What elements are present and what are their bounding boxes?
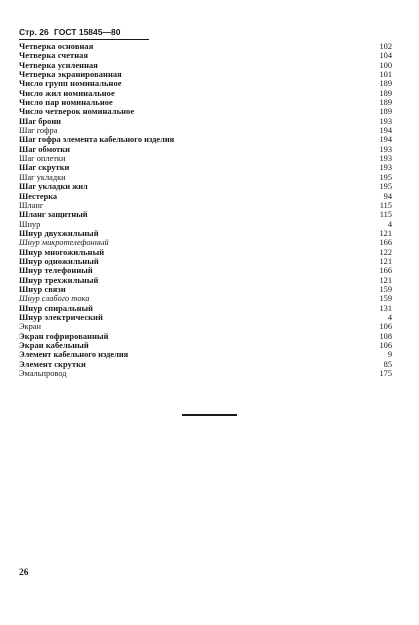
index-term: Шнур спиральный [19, 303, 94, 313]
index-entry [19, 210, 392, 219]
index-page-number: 193 [379, 116, 392, 126]
index-entry [19, 117, 392, 126]
index-entry [19, 266, 392, 275]
index-page-number: 115 [379, 210, 392, 220]
standard-code: ГОСТ 15845—80 [54, 27, 121, 37]
page-header [19, 27, 149, 39]
index-entry [19, 360, 392, 369]
index-entry [19, 126, 392, 135]
index-page-number: 115 [379, 200, 392, 210]
header-rule [19, 39, 149, 40]
index-page-number: 122 [379, 247, 392, 257]
index-term: Шаг брони [19, 116, 61, 126]
index-page-number: 166 [379, 238, 392, 248]
index-entry [19, 192, 392, 201]
index-page-number: 108 [379, 331, 392, 341]
index-page-number: 175 [379, 369, 392, 379]
index-page-number: 101 [379, 70, 392, 80]
index-term: Экран кабельный [19, 341, 89, 350]
index-term: Шланг защитный [19, 210, 88, 220]
index-entry [19, 61, 392, 70]
index-term: Шаг скрутки [19, 163, 70, 173]
index-entry [19, 201, 392, 210]
index-page-number: 195 [379, 182, 392, 192]
index-entry [19, 369, 392, 378]
index-entry [19, 294, 392, 303]
index-entry [19, 220, 392, 229]
footer-page-number: 26 [19, 568, 29, 578]
index-page-number: 106 [379, 322, 392, 332]
index-entry [19, 89, 392, 98]
index-term: Число групп номинальное [19, 79, 122, 89]
index-entry [19, 229, 392, 238]
index-page-number: 4 [387, 219, 392, 229]
index-term: Шнур телефонный [19, 266, 93, 276]
index-entry [19, 341, 392, 350]
index-term: Четверка счетная [19, 51, 89, 61]
index-entry [19, 107, 392, 116]
index-entry [19, 42, 392, 51]
index-entry [19, 98, 392, 107]
index-page-number: 131 [379, 303, 392, 313]
index-page-number: 189 [379, 107, 392, 117]
index-entry [19, 350, 392, 359]
index-term: Шаг укладки [19, 172, 66, 182]
index-entry [19, 145, 392, 154]
index-term: Шаг гофра элемента кабельного изделия [19, 135, 175, 145]
index-entry [19, 154, 392, 163]
index-page-number: 194 [379, 126, 392, 136]
index-page-number: 121 [379, 275, 392, 285]
index-page-number: 100 [379, 60, 392, 70]
index-page-number: 193 [379, 144, 392, 154]
index-term: Шнур трехжильный [19, 275, 99, 285]
index-term: Шестерка [19, 191, 58, 201]
page-label: Стр. 26 [19, 27, 49, 37]
index-term: Шнур микротелефонный [19, 238, 109, 248]
end-rule [182, 414, 237, 416]
index-page-number: 195 [379, 172, 392, 182]
index-term: Шнур [19, 219, 41, 229]
index-term: Шаг укладки жил [19, 182, 88, 192]
index-entry [19, 257, 392, 266]
index-entry [19, 135, 392, 144]
index-entry [19, 322, 392, 331]
index-page-number: 189 [379, 98, 392, 108]
index-term: Число пар номинальное [19, 98, 113, 108]
index-entry [19, 70, 392, 79]
index-entry [19, 238, 392, 247]
index-entry [19, 285, 392, 294]
index-term: Шнур многожильный [19, 247, 105, 257]
index-term: Экран [19, 322, 41, 332]
index-term: Число четверок номинальное [19, 107, 135, 117]
index-page-number: 193 [379, 163, 392, 173]
index-term: Элемент скрутки [19, 359, 86, 369]
index-entry [19, 79, 392, 88]
index-entry [19, 304, 392, 313]
index-page-number: 85 [383, 359, 392, 369]
index-term: Четверка основная [19, 42, 94, 51]
index-entry [19, 313, 392, 322]
index-entry [19, 51, 392, 60]
index-term: Шнур связи [19, 284, 66, 294]
index-page-number: 194 [379, 135, 392, 145]
index-term: Шаг обмотки [19, 144, 70, 154]
index-entry [19, 276, 392, 285]
index-entry [19, 248, 392, 257]
index-term: Четверка экранированная [19, 70, 122, 80]
index-term: Шланг [19, 200, 44, 210]
index-term: Элемент кабельного изделия [19, 350, 129, 360]
index-term: Эмальпровод [19, 369, 67, 379]
index-page-number: 193 [379, 154, 392, 164]
index-term: Шнур одножильный [19, 256, 99, 266]
index-page-number: 121 [379, 256, 392, 266]
index-page-number: 189 [379, 79, 392, 89]
index-term: Четверка усиленная [19, 60, 98, 70]
index-term: Экран гофрированный [19, 331, 109, 341]
index-term: Шнур электрический [19, 312, 103, 322]
index-page-number: 189 [379, 88, 392, 98]
index-page-number: 94 [383, 191, 392, 201]
index-page-number: 102 [379, 42, 392, 51]
term-index [19, 42, 392, 378]
index-page-number: 104 [379, 51, 392, 61]
index-term: Шнур двухжильный [19, 228, 99, 238]
index-entry [19, 182, 392, 191]
index-entry [19, 173, 392, 182]
index-page-number: 166 [379, 266, 392, 276]
index-page-number: 121 [379, 228, 392, 238]
index-page-number: 159 [379, 294, 392, 304]
index-page-number: 9 [387, 350, 392, 360]
index-term: Число жил номинальное [19, 88, 115, 98]
index-page-number: 106 [379, 341, 392, 350]
index-term: Шаг гофра [19, 126, 58, 136]
index-entry [19, 163, 392, 172]
index-entry [19, 332, 392, 341]
index-page-number: 159 [379, 284, 392, 294]
index-term: Шнур слабого тока [19, 294, 90, 304]
index-page-number: 4 [387, 312, 392, 322]
index-term: Шаг оплетки [19, 154, 66, 164]
